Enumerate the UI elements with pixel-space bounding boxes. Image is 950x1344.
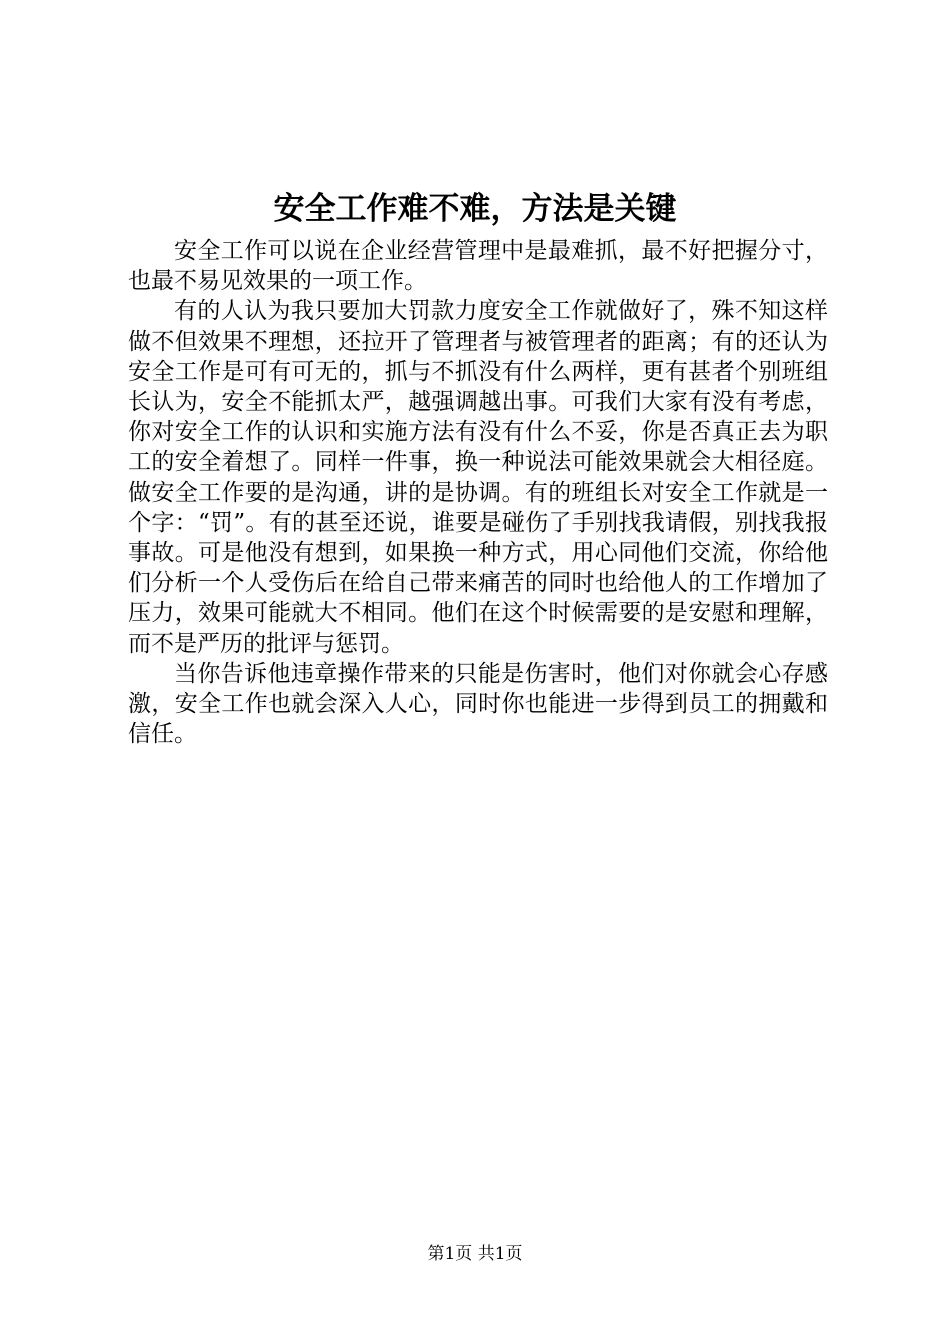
document-body xyxy=(128,236,828,749)
paragraph-2: 有的人认为我只要加大罚款力度安全工作就做好了，殊不知这样做不但效果不理想，还拉开了管理者与被管理者的距离；有的还认为安全工作是可有可无的，抓与不抓没有什么两样，更有甚者个别班组长认为，安全不能抓太严，越强调越出事。可我们大家有没有考虑，你对安全工作的认识和实施方法有没有什么不妥，你是否真正去为职工的安全着想了。同样一件事，换一种说法可能效果就会大相径庭。做安全工作要的是沟通，讲的是协调。有的班组长对安全工作就是一个字：“罚”。有的甚至还说，谁要是碰伤了手别找我请假，别找我报事故。可是他没有想到，如果换一种方式，用心同他们交流，你给他们分析一个人受伤后在给自己带来痛苦的同时也给他人的工作增加了压力，效果可能就大不相同。他们在这个时候需要的是安慰和理解，而不是严历的批评与惩罚。 xyxy=(128,298,828,657)
page-footer: 第1页 共1页 xyxy=(427,1244,523,1264)
paragraph-3: 当你告诉他违章操作带来的只能是伤害时，他们对你就会心存感激，安全工作也就会深入人心，同时你也能进一步得到员工的拥戴和信任。 xyxy=(128,660,828,748)
paragraph-1: 安全工作可以说在企业经营管理中是最难抓，最不好把握分寸，也最不易见效果的一项工作。 xyxy=(128,238,828,295)
document-title: 安全工作难不难，方法是关键 xyxy=(273,191,677,227)
